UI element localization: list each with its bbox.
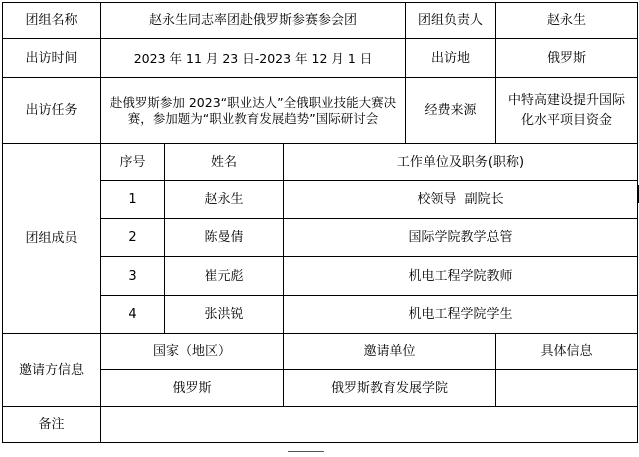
- fund-source-label: 经费来源: [406, 78, 496, 144]
- members-header-row: [3, 144, 638, 181]
- invite-country-value: 俄罗斯: [101, 370, 284, 407]
- visit-time-row: [3, 39, 638, 78]
- member-name: 赵永生: [165, 181, 284, 219]
- invite-detail-header: 具体信息: [496, 334, 638, 370]
- member-unit: 机电工程学院学生: [284, 296, 638, 334]
- member-no: 3: [101, 257, 165, 296]
- member-name-header: 姓名: [165, 144, 284, 181]
- member-name: 崔元彪: [165, 257, 284, 296]
- invite-label: 邀请方信息: [3, 334, 101, 407]
- invite-country-header: 国家（地区）: [101, 334, 284, 370]
- group-name-value: 赵永生同志率团赴俄罗斯参赛参会团: [101, 3, 406, 39]
- member-unit: 机电工程学院教师: [284, 257, 638, 296]
- remark-value: [101, 407, 638, 443]
- page-edge-fragment: [288, 451, 324, 456]
- visit-task-label: 出访任务: [3, 78, 101, 144]
- member-no: 4: [101, 296, 165, 334]
- visit-task-value: 赴俄罗斯参加 2023“职业达人”全俄职业技能大赛决赛，参加题为“职业教育发展趋势”国际研讨会: [101, 78, 406, 144]
- member-no-header: 序号: [101, 144, 165, 181]
- visit-place-value: 俄罗斯: [496, 39, 638, 78]
- member-no: 2: [101, 219, 165, 257]
- leader-value: 赵永生: [496, 3, 638, 39]
- member-no: 1: [101, 181, 165, 219]
- member-name: 张洪锐: [165, 296, 284, 334]
- group-name-row: [3, 3, 638, 39]
- visit-time-value: 2023 年 11 月 23 日-2023 年 12 月 1 日: [101, 39, 406, 78]
- invite-detail-value: [496, 370, 638, 407]
- members-label: 团组成员: [3, 144, 101, 334]
- invite-header-row: [3, 334, 638, 370]
- member-unit-header: 工作单位及职务(职称): [284, 144, 638, 181]
- delegation-info-form: [2, 2, 637, 454]
- invite-org-value: 俄罗斯教育发展学院: [284, 370, 496, 407]
- visit-task-row: [3, 78, 638, 144]
- form-table: [2, 2, 638, 443]
- member-unit: 国际学院教学总管: [284, 219, 638, 257]
- fund-source-value: 中特高建设提升国际化水平项目资金: [496, 78, 638, 144]
- invite-org-header: 邀请单位: [284, 334, 496, 370]
- visit-place-label: 出访地: [406, 39, 496, 78]
- member-unit: 校领导 副院长: [284, 181, 638, 219]
- visit-time-label: 出访时间: [3, 39, 101, 78]
- remark-label: 备注: [3, 407, 101, 443]
- leader-label: 团组负责人: [406, 3, 496, 39]
- group-name-label: 团组名称: [3, 3, 101, 39]
- member-name: 陈曼倩: [165, 219, 284, 257]
- remark-row: [3, 407, 638, 443]
